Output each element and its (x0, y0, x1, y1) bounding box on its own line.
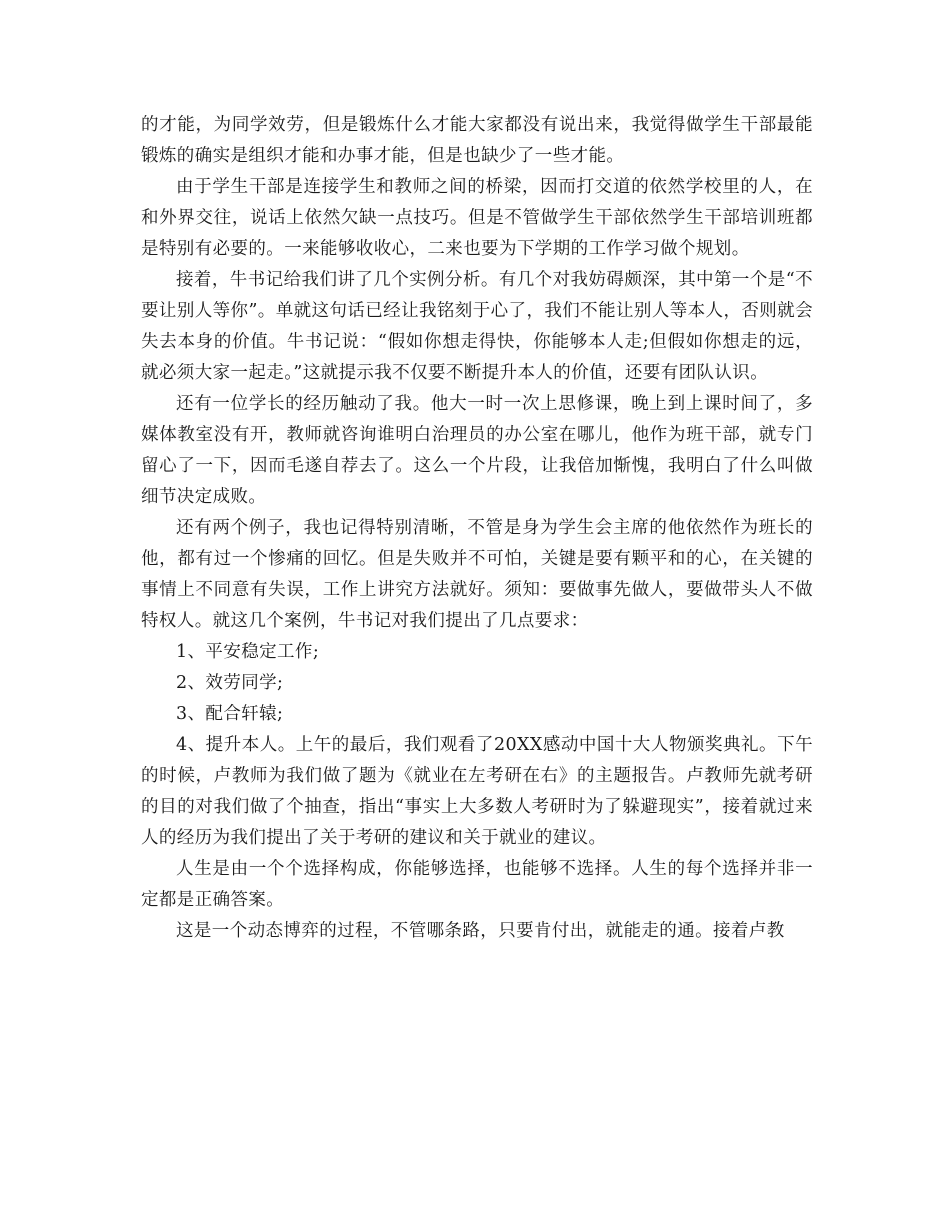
paragraph: 接着，牛书记给我们讲了几个实例分析。有几个对我妨碍颇深，其中第一个是“不要让别人等你”。单就这句话已经让我铭刻于心了，我们不能让别人等本人，否则就会失去本身的价值。牛书记说：“假如你想走得快，你能够本人走;但假如你想走的远，就必须大家一起走。”这就提示我不仅要不断提升本人的价值，还要有团队认识。 (141, 270, 813, 383)
paragraph: 还有一位学长的经历触动了我。他大一时一次上思修课，晚上到上课时间了，多媒体教室没有开，教师就咨询谁明白治理员的办公室在哪儿，他作为班干部，就专门留心了一下，因而毛遂自荐去了。这么一个片段，让我倍加惭愧，我明白了什么叫做细节决定成败。 (141, 394, 813, 507)
paragraph: 这是一个动态博弈的过程，不管哪条路，只要肯付出，就能走的通。接着卢教 (176, 921, 785, 941)
paragraph: 还有两个例子，我也记得特别清晰，不管是身为学生会主席的他依然作为班长的他，都有过一个惨痛的回忆。但是失败并不可怕，关键是要有颗平和的心，在关键的事情上不同意有失误，工作上讲究方法就好。须知：要做事先做人，要做带头人不做特权人。就这几个案例，牛书记对我们提出了几点要求： (141, 518, 813, 631)
list-item: 1、平安稳定工作; (176, 642, 320, 662)
list-item: 3、配合轩辕; (176, 704, 284, 724)
list-item: 2、效劳同学; (176, 673, 284, 693)
list-item: 4、提升本人。上午的最后，我们观看了20XX感动中国十大人物颁奖典礼。下午的时候，卢教师为我们做了题为《就业在左考研在右》的主题报告。卢教师先就考研的目的对我们做了个抽查，指出“事实上大多数人考研时为了躲避现实”，接着就过来人的经历为我们提出了关于考研的建议和关于就业的建议。 (141, 735, 813, 848)
paragraph: 由于学生干部是连接学生和教师之间的桥梁，因而打交道的依然学校里的人，在和外界交往，说话上依然欠缺一点技巧。但是不管做学生干部依然学生干部培训班都是特别有必要的。一来能够收收心，二来也要为下学期的工作学习做个规划。 (141, 177, 813, 259)
paragraph-continuation: 的才能，为同学效劳，但是锻炼什么才能大家都没有说出来，我觉得做学生干部最能锻炼的确实是组织才能和办事才能，但是也缺少了一些才能。 (141, 115, 813, 166)
document-body (141, 110, 813, 947)
paragraph: 人生是由一个个选择构成，你能够选择，也能够不选择。人生的每个选择并非一定都是正确答案。 (141, 859, 813, 910)
